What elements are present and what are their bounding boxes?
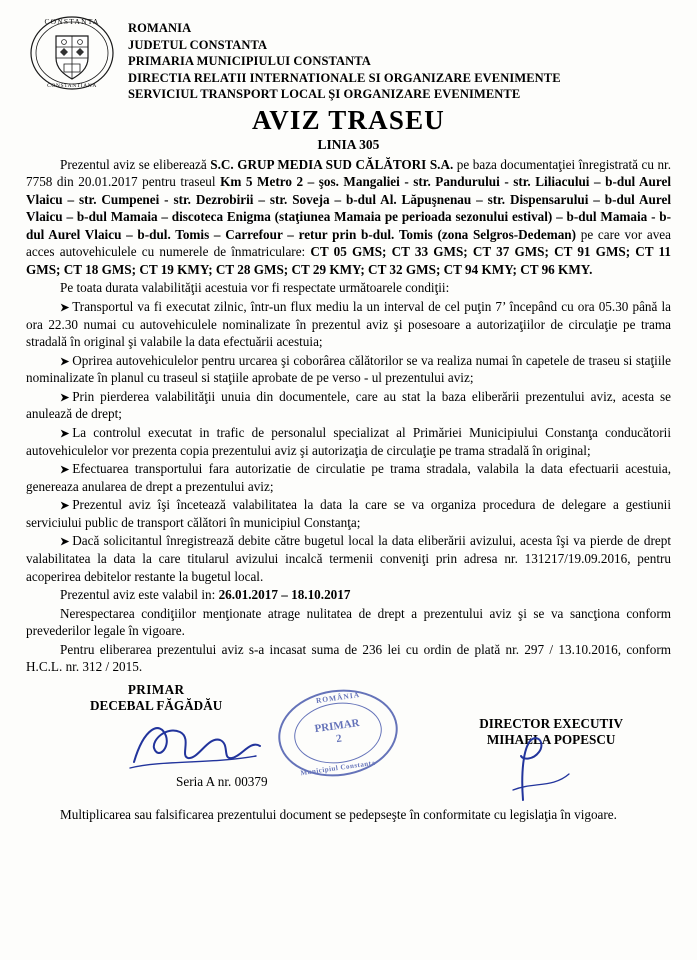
condition-item-1 [26, 298, 671, 351]
footer-warning [26, 806, 671, 824]
arrow-bullet-icon: ➤ [60, 355, 70, 368]
plate-numbers: CT 05 GMS; CT 33 GMS; CT 37 GMS; CT 91 GMS; CT 11 GMS; CT 18 GMS; CT 19 KMY; CT 28 GMS; CT 29 KMY; CT 32 GMS; CT 94 KMY; CT 96 KMY. [26, 244, 671, 277]
condition-item-5 [26, 460, 671, 495]
company-name: S.C. GRUP MEDIA SUD CĂLĂTORI S.A. [210, 156, 454, 172]
document-body [26, 156, 671, 676]
arrow-bullet-icon: ➤ [60, 427, 70, 440]
condition-item-6 [26, 496, 671, 531]
stamp-top-text: ROMÂNIA [315, 689, 361, 705]
director-role-label: DIRECTOR EXECUTIV [479, 715, 623, 731]
signature-left [90, 682, 222, 714]
series-number: Seria A nr. 00379 [176, 773, 268, 789]
condition-text-4: La controlul executat in trafic de personalul specializat al Primăriei Municipiului Constanţa conducătorii autovehiculelor vor prezenta copia prezentului aviz şi autorizaţia de circulaţie pe trama stradală în original; [26, 424, 671, 458]
mayor-signature [122, 710, 272, 776]
condition-text-7: Dacă solicitantul înregistrează debite către bugetul local la data eliberării avizului, acesta îşi va pierde de drept valabilitatea la data la care titularul avizului incalcă termenii conveniţi prin adresa nr. 131217/19.09.2016, pentru acoperirea debitelor restante la bugetul local. [26, 533, 671, 584]
condition-text-3: Prin pierderea valabilităţii unuia din documentele, care au stat la baza eliberării prezentului aviz, acesta se anulează de drept; [26, 388, 671, 422]
org-line-direction: DIRECTIA RELATII INTERNATIONALE SI ORGANIZARE EVENIMENTE [128, 70, 561, 85]
condition-text-6: Prezentul aviz îşi încetează valabilitatea la data la care se va organiza procedura de delegare a gestiunii serviciului public de transport călători în municipiul Constanţa; [26, 497, 671, 530]
condition-item-3 [26, 388, 671, 423]
condition-text-1: Transportul va fi executat zilnic, într-un flux mediu la un interval de cel puţin 7’ începând cu ora 05.30 până la ora 22.30 numai cu autovehiculele nominalizate în prezentul aviz şi posesoare a autorizaţiilor de circulaţie pe trama stradală în original şi valabile la data efectuării acestuia; [26, 298, 671, 350]
intro-paragraph [26, 156, 671, 279]
intro-lead: Prezentul aviz se eliberează [60, 156, 211, 172]
crest-top-text: CONSTANTA [44, 17, 100, 26]
document-header [26, 14, 671, 103]
fee-paragraph: Pentru eliberarea prezentului aviz s-a incasat suma de 236 lei cu ordin de plată nr. 297 / 13.10.2016, conform H.C.L. nr. 312 / 2015. [26, 641, 671, 675]
org-line-country: ROMANIA [128, 21, 192, 35]
validity-paragraph [26, 586, 671, 604]
route-description: Km 5 Metro 2 – şos. Mangaliei - str. Pandurului - str. Liliacului – b-dul Aurel Vlaicu – str. Cumpenei - str. Dezrobirii – str. Soveja – b-dul Al. Lăpuşnenau – str. Dispensarului – b-dul Aurel Vlaicu – b-dul Mamaia – discoteca Enigma (staţiunea Mamaia pe perioada sezonului estival) – b-dul Mamaia - b-dul Aurel Vlaicu – b-dul. Tomis – Carrefour – retur prin b-dul. Tomis (zona Selgros-Dedeman) [26, 174, 671, 242]
intro-after-route: pe care vor avea acces autovehiculele cu numerele de înmatriculare: [26, 226, 671, 260]
arrow-bullet-icon: ➤ [60, 391, 70, 404]
coat-of-arms-icon [26, 14, 118, 92]
arrow-bullet-icon: ➤ [60, 301, 70, 314]
validity-prefix: Prezentul aviz este valabil in: [60, 587, 219, 603]
condition-text-5: Efectuarea transportului fara autorizatie de circulatie pe trama stradala, valabila la data efectuarii acestuia, genereaza anularea de drept a prezentului aviz; [26, 461, 671, 494]
footer-text: Multiplicarea sau falsificarea prezentului document se pedepseşte în conformitate cu legislaţia în vigoare. [60, 806, 617, 822]
stamp-bottom-text: Municipiul Constanţa [300, 758, 376, 778]
mayor-role-label: PRIMAR [127, 681, 185, 697]
director-name-label: MIHAELA POPESCU [486, 731, 616, 747]
org-line-county: JUDETUL CONSTANTA [128, 37, 268, 52]
conditions-lead: Pe toata durata valabilităţii acestuia vor fi respectate următoarele condiţii: [60, 280, 450, 296]
stamp-center-label: PRIMAR [313, 716, 361, 736]
stamp-center-number: 2 [335, 732, 343, 745]
signature-right [479, 716, 623, 748]
condition-item-2 [26, 352, 671, 387]
validity-period: 26.01.2017 – 18.10.2017 [218, 587, 351, 603]
condition-text-2: Oprirea autovehiculelor pentru urcarea şi coborârea călătorilor se va realiza numai în capetele de traseu si staţiile nominalizate în planul cu traseul si staţiile aprobate de pe verso - ul prezentului aviz; [26, 352, 671, 386]
sanction-paragraph: Nerespectarea condiţiilor menţionate atrage nulitatea de drept a prezentului aviz şi se va sancţiona conform prevederilor legale în vigoare. [26, 605, 671, 639]
intro-after-company: pe baza documentaţiei înregistrată cu nr. 7758 din 20.01.2017 pentru traseul [26, 156, 671, 190]
condition-item-7 [26, 532, 671, 585]
arrow-bullet-icon: ➤ [60, 536, 70, 549]
mayor-name-label: DECEBAL FĂGĂDĂU [90, 697, 223, 713]
arrow-bullet-icon: ➤ [60, 500, 70, 513]
arrow-bullet-icon: ➤ [60, 464, 70, 477]
crest-bottom-text: CONSTANTIANA [47, 83, 97, 89]
condition-item-4 [26, 424, 671, 459]
official-stamp [278, 690, 398, 776]
organization-lines [128, 14, 561, 103]
org-line-service: SERVICIUL TRANSPORT LOCAL ŞI ORGANIZARE EVENIMENTE [128, 87, 521, 101]
org-line-cityhall: PRIMARIA MUNICIPIULUI CONSTANTA [128, 54, 371, 68]
page-title: AVIZ TRASEU [251, 104, 446, 135]
line-subtitle: LINIA 305 [317, 136, 380, 152]
signature-block [26, 682, 671, 800]
